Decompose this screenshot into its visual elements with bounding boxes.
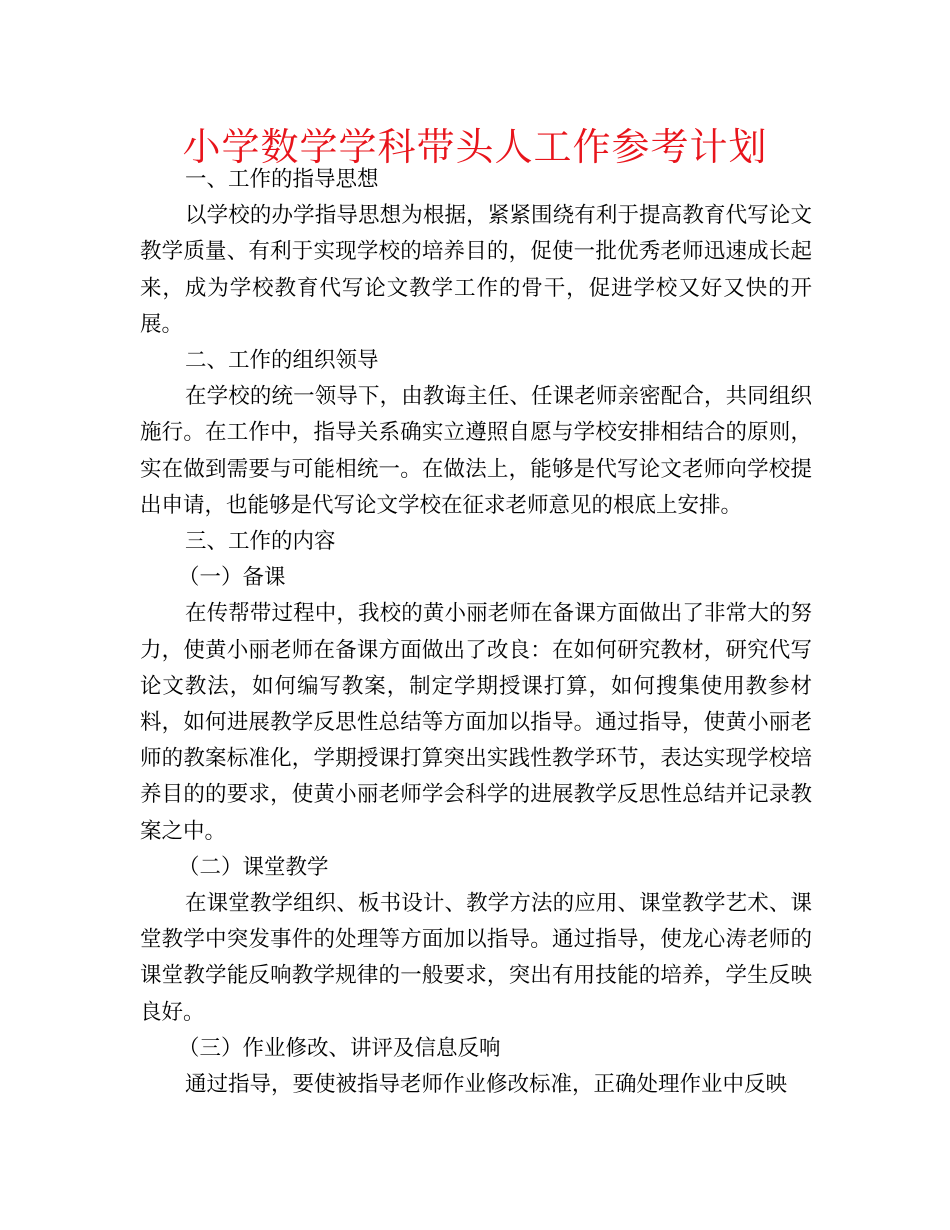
- section-heading-1: 一、工作的指导思想: [185, 167, 379, 192]
- subsection-heading-1: （一）备课: [178, 565, 286, 591]
- subsection-paragraph-3: 通过指导，要使被指导老师作业修改标准，正确处理作业中反映: [185, 1072, 788, 1098]
- subsection-paragraph-2: 在课堂教学组织、板书设计、教学方法的应用、课堂教学艺术、课堂教学中突发事件的处理等方面加以指导。通过指导，使龙心涛老师的课堂教学能反响教学规律的一般要求，突出有用技能的培养，学生反映良好。: [140, 891, 812, 1025]
- section-paragraph-1: 以学校的办学指导思想为根据，紧紧围绕有利于提高教育代写论文教学质量、有利于实现学校的培养目的，促使一批优秀老师迅速成长起来，成为学校教育代写论文教学工作的骨干，促进学校又好又快的开展。: [140, 203, 812, 337]
- section-paragraph-2: 在学校的统一领导下，由教诲主任、任课老师亲密配合，共同组织施行。在工作中，指导关系确实立遵照自愿与学校安排相结合的原则，实在做到需要与可能相统一。在做法上，能够是代写论文老师向学校提出申请，也能够是代写论文学校在征求老师意见的根底上安排。: [140, 384, 812, 518]
- subsection-heading-2: （二）课堂教学: [178, 854, 329, 880]
- section-heading-2: 二、工作的组织领导: [185, 348, 379, 374]
- subsection-paragraph-1: 在传帮带过程中，我校的黄小丽老师在备课方面做出了非常大的努力，使黄小丽老师在备课方面做出了改良：在如何研究教材，研究代写论文教法，如何编写教案，制定学期授课打算，如何搜集使用教参材料，如何进展教学反思性总结等方面加以指导。通过指导，使黄小丽老师的教案标准化，学期授课打算突出实践性教学环节，表达实现学校培养目的的要求，使黄小丽老师学会科学的进展教学反思性总结并记录教案之中。: [140, 601, 812, 844]
- document-title: 小学数学学科带头人工作参考计划: [182, 125, 768, 169]
- subsection-heading-3: （三）作业修改、讲评及信息反响: [178, 1035, 501, 1061]
- section-heading-3: 三、工作的内容: [185, 529, 336, 555]
- document-body: [140, 162, 812, 1103]
